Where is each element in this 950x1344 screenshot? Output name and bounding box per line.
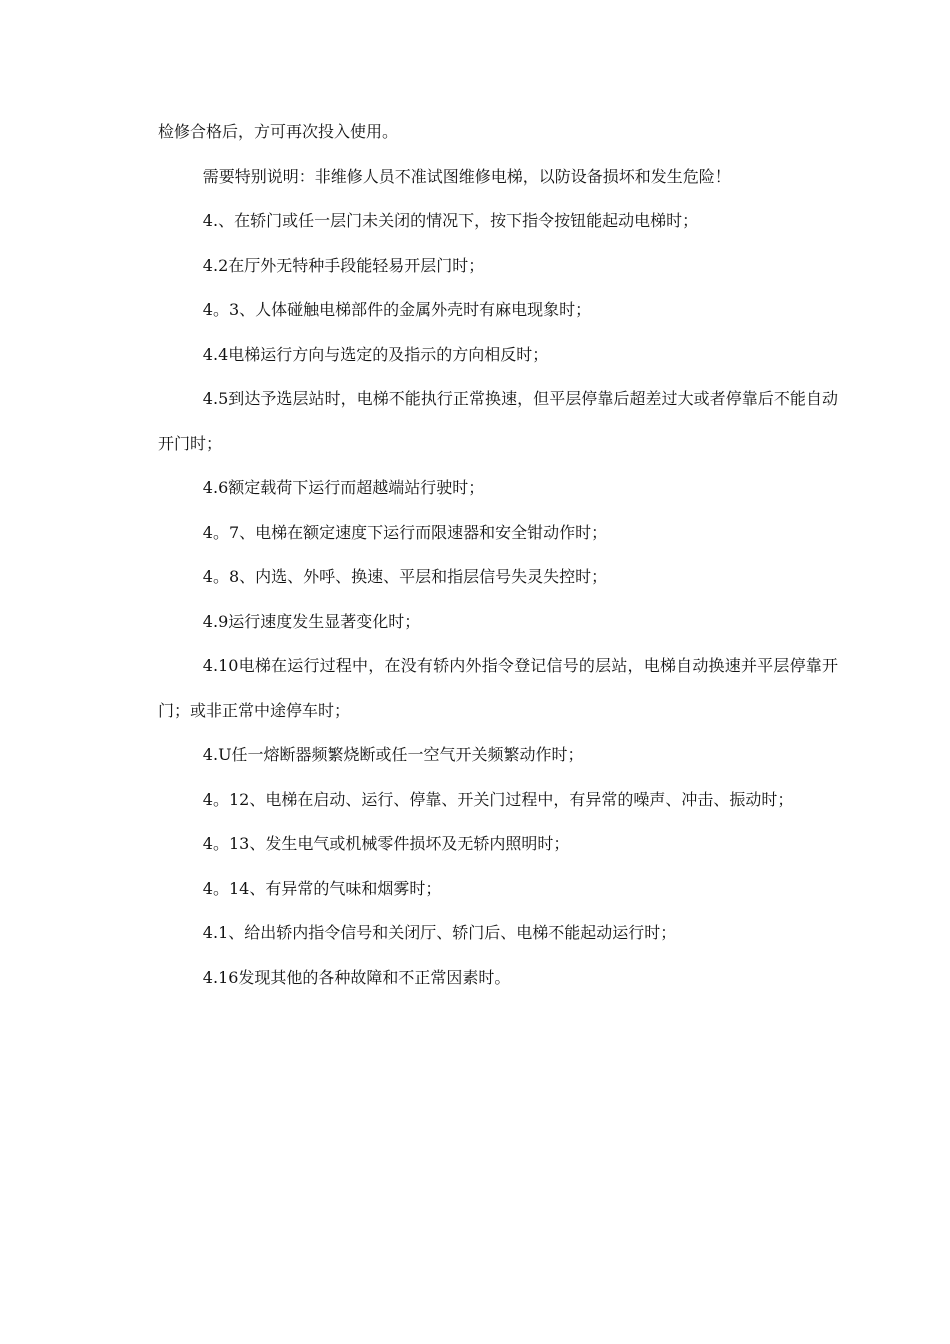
document-body [158, 110, 838, 1000]
paragraph-8: 4.6额定载荷下运行而超越端站行驶时； [202, 478, 485, 497]
paragraph-9: 4。7、电梯在额定速度下运行而限速器和安全钳动作时； [202, 522, 608, 542]
paragraph-13: 4.U任一熔断器频繁烧断或任一空气开关频繁动作时； [202, 745, 584, 764]
paragraph-12: 4.10电梯在运行过程中，在没有轿内外指令登记信号的层站，电梯自动换速并平层停靠开门；或非正常中途停车时； [158, 656, 838, 720]
paragraph-3: 4.、在轿门或任一层门未关闭的情况下，按下指令按钮能起动电梯时； [202, 211, 699, 230]
paragraph-2: 需要特别说明：非维修人员不准试图维修电梯，以防设备损坏和发生危险！ [202, 166, 731, 186]
paragraph-4: 4.2在厅外无特种手段能轻易开层门时； [202, 255, 485, 275]
paragraph-17: 4.1、给出轿内指令信号和关闭厅、轿门后、电梯不能起动运行时； [202, 923, 677, 942]
paragraph-10: 4。8、内选、外呼、换速、平层和指层信号失灵失控时； [202, 567, 608, 586]
paragraph-18: 4.16发现其他的各种故障和不正常因素时。 [202, 967, 511, 987]
paragraph-11: 4.9运行速度发生显著变化时； [202, 611, 421, 631]
paragraph-6: 4.4电梯运行方向与选定的及指示的方向相反时； [202, 344, 549, 364]
paragraph-16: 4。14、有异常的气味和烟雾时； [202, 878, 442, 898]
paragraph-1: 检修合格后，方可再次投入使用。 [158, 122, 399, 141]
paragraph-7: 4.5到达予选层站时，电梯不能执行正常换速，但平层停靠后超差过大或者停靠后不能自动开门时； [158, 389, 838, 453]
paragraph-14: 4。12、电梯在启动、运行、停靠、开关门过程中，有异常的噪声、冲击、振动时； [202, 789, 794, 809]
paragraph-5: 4。3、人体碰触电梯部件的金属外壳时有麻电现象时； [202, 300, 592, 319]
paragraph-15: 4。13、发生电气或机械零件损坏及无轿内照明时； [202, 834, 570, 853]
